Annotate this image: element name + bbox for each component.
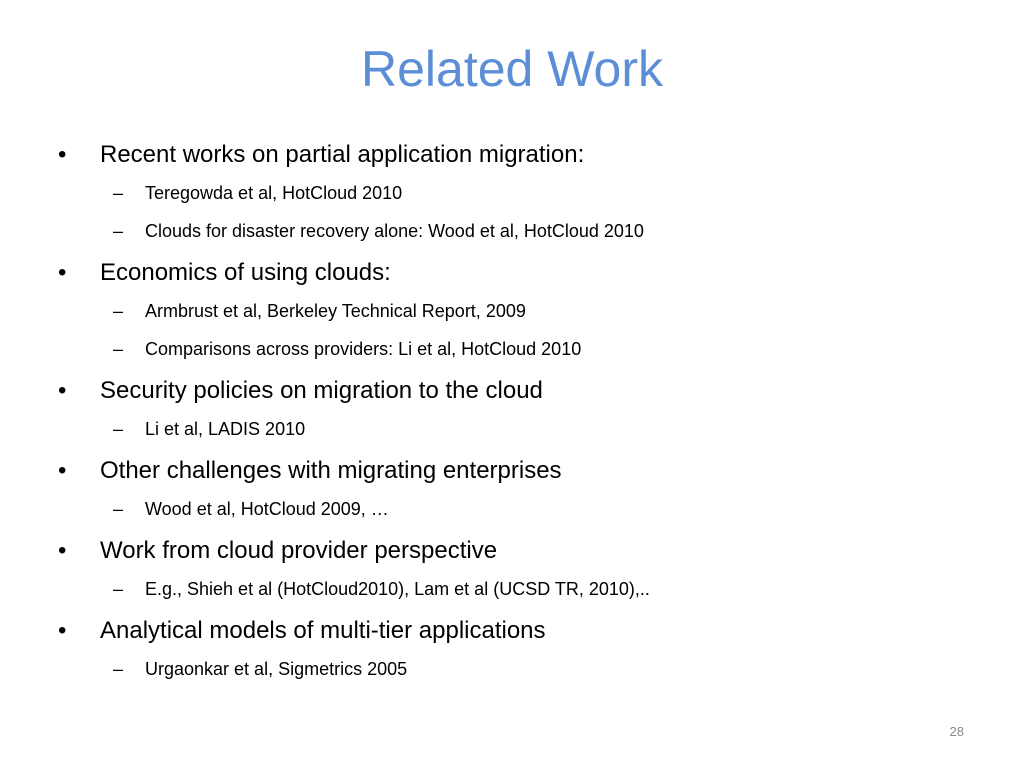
sub-bullet-text: Li et al, LADIS 2010	[145, 419, 306, 439]
dash-icon: –	[113, 499, 124, 519]
bullet-item	[58, 372, 984, 410]
sub-bullet-text: Teregowda et al, HotCloud 2010	[145, 183, 403, 203]
sub-bullet-item	[58, 174, 984, 212]
bullet-group	[58, 136, 984, 250]
dash-icon: –	[113, 301, 124, 321]
dash-icon: –	[113, 221, 124, 241]
bullet-item	[58, 452, 984, 490]
bullet-text: Security policies on migration to the cloud	[100, 377, 543, 404]
bullet-item	[58, 612, 984, 650]
page-number: 28	[949, 724, 964, 739]
sub-bullet-item	[58, 650, 984, 688]
dash-icon: –	[113, 339, 124, 359]
bullet-text: Economics of using clouds:	[100, 259, 391, 286]
bullet-list	[58, 134, 984, 688]
sub-bullet-text: Armbrust et al, Berkeley Technical Report, 2009	[145, 301, 526, 321]
sub-bullet-item	[58, 410, 984, 448]
bullet-group	[58, 612, 984, 688]
sub-bullet-item	[58, 330, 984, 368]
bullet-icon: •	[58, 537, 67, 564]
dash-icon: –	[113, 579, 124, 599]
bullet-icon: •	[58, 457, 67, 484]
bullet-text: Work from cloud provider perspective	[100, 537, 498, 564]
bullet-group	[58, 372, 984, 448]
bullet-icon: •	[58, 141, 67, 168]
bullet-item	[58, 254, 984, 292]
sub-bullet-item	[58, 292, 984, 330]
sub-bullet-text: E.g., Shieh et al (HotCloud2010), Lam et al (UCSD TR, 2010),..	[145, 579, 650, 599]
dash-icon: –	[113, 419, 124, 439]
bullet-icon: •	[58, 259, 67, 286]
bullet-text: Recent works on partial application migration:	[100, 141, 585, 168]
bullet-group	[58, 532, 984, 608]
bullet-group	[58, 452, 984, 528]
dash-icon: –	[113, 183, 124, 203]
bullet-icon: •	[58, 377, 67, 404]
sub-bullet-text: Clouds for disaster recovery alone: Wood et al, HotCloud 2010	[145, 221, 644, 241]
sub-bullet-item	[58, 212, 984, 250]
sub-bullet-text: Urgaonkar et al, Sigmetrics 2005	[145, 659, 408, 679]
sub-bullet-text: Comparisons across providers: Li et al, HotCloud 2010	[145, 339, 582, 359]
sub-bullet-text: Wood et al, HotCloud 2009, …	[145, 499, 389, 519]
bullet-text: Analytical models of multi-tier applications	[100, 617, 546, 644]
bullet-item	[58, 532, 984, 570]
bullet-icon: •	[58, 617, 67, 644]
slide-title: Related Work	[361, 41, 663, 97]
bullet-group	[58, 254, 984, 368]
bullet-text: Other challenges with migrating enterprises	[100, 457, 562, 484]
bullet-item	[58, 136, 984, 174]
sub-bullet-item	[58, 490, 984, 528]
dash-icon: –	[113, 659, 124, 679]
sub-bullet-item	[58, 570, 984, 608]
